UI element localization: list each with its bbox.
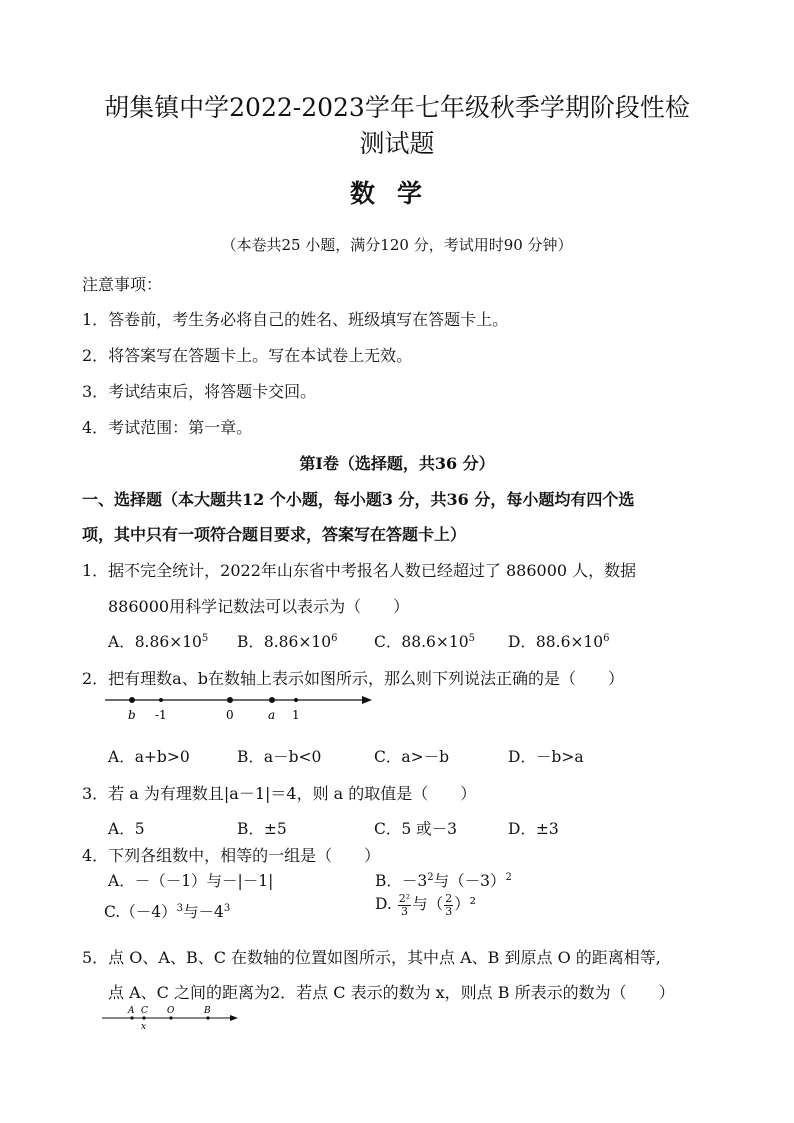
q5-label-b: B: [204, 1006, 211, 1016]
q4-option-b: B．$-3^2$与$(-3)^2$: [375, 871, 512, 890]
q3-stem-line1: 3．若 a 为有理数且|a－1|＝4，则 a 的取值是（ ）: [82, 784, 477, 803]
section-title: 第Ⅰ卷（选择题，共36 分）: [299, 454, 495, 473]
q1-option-b: B．$8.86\times 10^6$: [237, 632, 338, 651]
part-instructions-line1: 一、选择题（本大题共12 个小题，每小题3 分，共36 分，每小题均有四个选: [82, 490, 635, 509]
q5-axis-arrow: [230, 1015, 238, 1021]
q2-label-a: a: [268, 708, 276, 722]
q5-label-o: O: [167, 1006, 175, 1016]
q3-option-d: D．±3: [508, 820, 559, 838]
exam-info: （本卷共25 小题，满分120 分，考试用时90 分钟）: [221, 236, 573, 254]
q2-label-minus1: -1: [155, 708, 167, 722]
q2-option-b: B．a－b<0: [237, 748, 322, 766]
note-item-2: 2．将答案写在答题卡上。写在本试卷上无效。: [82, 346, 413, 365]
q5-point-c: [142, 1016, 145, 1019]
q2-point-a: [269, 697, 275, 703]
q5-label-c: C: [141, 1006, 148, 1016]
q4-option-a: A．－（－1）与－|－1|: [108, 872, 274, 890]
q5-number-line: [100, 1002, 245, 1032]
q5-point-b: [206, 1016, 209, 1019]
q5-point-a: [130, 1016, 133, 1019]
note-item-4: 4．考试范围：第一章。: [82, 418, 253, 437]
q4-d-fraction1: $\frac{\text{2²}}{3}$: [398, 891, 411, 918]
notes-heading: 注意事项：: [82, 275, 163, 294]
exam-title-line2: 测试题: [359, 129, 435, 158]
q4-stem-line1: 4．下列各组数中，相等的一组是（ ）: [82, 846, 381, 865]
q4-option-d: D. $\frac{\text{2²}}{3}$ 与（ $\frac{2}{3}$ ）²: [375, 891, 476, 918]
note-item-1: 1．答卷前，考生务必将自己的姓名、班级填写在答题卡上。: [82, 310, 509, 329]
q3-option-a: A．5: [108, 820, 145, 838]
q5-label-x: x: [141, 1022, 147, 1032]
q2-axis-arrow: [362, 696, 372, 704]
q2-stem-line1: 2．把有理数a、b在数轴上表示如图所示，那么则下列说法正确的是（ ）: [82, 669, 624, 688]
q2-label-one: 1: [292, 708, 300, 722]
q2-option-a: A．a+b>0: [108, 748, 190, 766]
q2-point-zero: [227, 697, 233, 703]
q3-option-b: B．±5: [237, 820, 287, 838]
q5-point-o: [169, 1016, 172, 1019]
q1-stem-line1: 1．据不完全统计，2022年山东省中考报名人数已经超过了 886000 人，数据: [82, 561, 637, 580]
q1-stem-line2: 886000用科学记数法可以表示为（ ）: [108, 597, 410, 616]
exam-subject: 数学: [349, 179, 444, 208]
note-item-3: 3．考试结束后，将答题卡交回。: [82, 382, 317, 401]
q2-label-zero: 0: [226, 708, 234, 722]
q2-point-b: [129, 697, 135, 703]
part-instructions-line2: 项，其中只有一项符合题目要求，答案写在答题卡上）: [82, 525, 467, 544]
q2-option-d: D．－b>a: [508, 748, 584, 766]
q4-option-c: $C.(-4)^3$与$-4^3$: [104, 902, 231, 921]
q1-option-c: C．$88.6\times 10^5$: [374, 632, 475, 651]
q1-option-d: D．$88.6\times 10^6$: [508, 632, 610, 651]
q5-stem-line1: 5．点 O、A、B、C 在数轴的位置如图所示，其中点 A、B 到原点 O 的距离相等,: [82, 948, 661, 967]
q2-option-c: C．a>－b: [374, 748, 450, 766]
q2-point-one: [294, 698, 298, 702]
q4-d-fraction2: $\frac{2}{3}$: [445, 891, 453, 918]
q3-option-c: C．5 或－3: [374, 820, 458, 838]
q5-stem-line2: 点 A、C 之间的距离为2．若点 C 表示的数为 x，则点 B 所表示的数为（ ）: [108, 983, 675, 1002]
exam-title-line1: 胡集镇中学2022-2023学年七年级秋季学期阶段性检: [104, 93, 690, 122]
q5-label-a: A: [128, 1006, 135, 1016]
q2-number-line: [100, 690, 380, 726]
q1-option-a: A．$8.86\times 10^5$: [108, 632, 209, 651]
q2-label-b: b: [128, 708, 136, 722]
q2-point-minus1: [159, 698, 163, 702]
